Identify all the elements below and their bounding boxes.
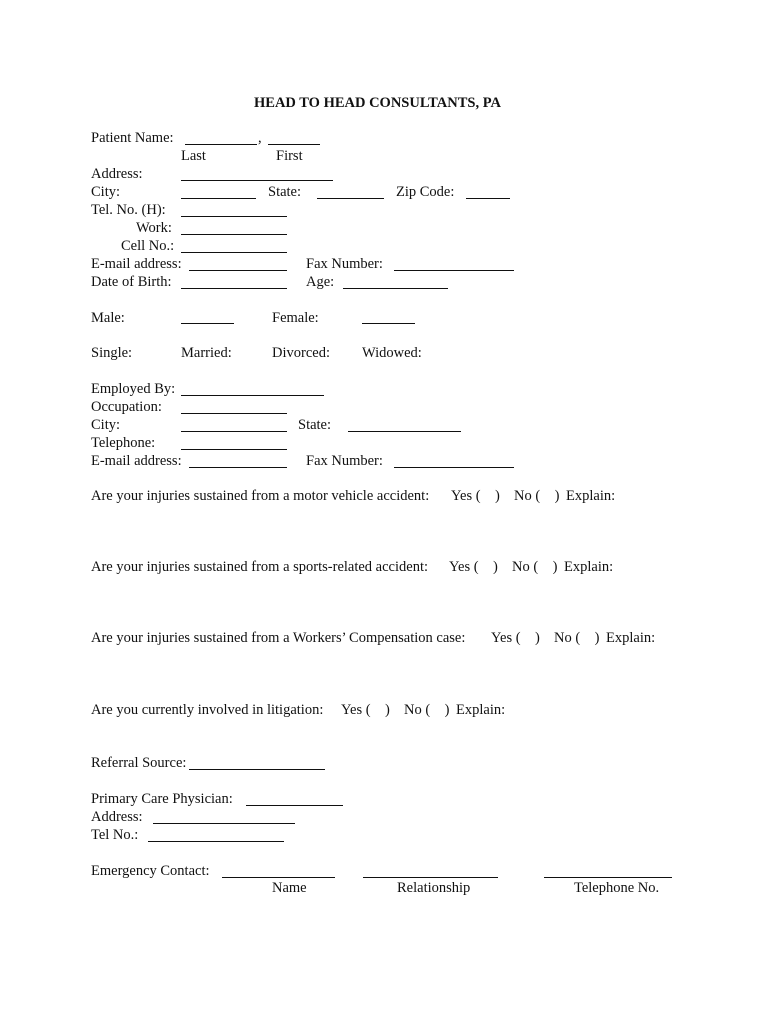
employer-state-field[interactable]: [348, 431, 461, 432]
female-label: Female:: [272, 310, 319, 326]
motor-vehicle-explain-label: Explain:: [566, 488, 616, 504]
age-label: Age:: [306, 274, 335, 290]
cell-label: Cell No.:: [121, 238, 175, 254]
occupation-field[interactable]: [181, 413, 287, 414]
employed-by-field[interactable]: [181, 395, 324, 396]
dob-label: Date of Birth:: [91, 274, 172, 290]
zip-label: Zip Code:: [396, 184, 455, 200]
employer-fax-field[interactable]: [394, 467, 514, 468]
workers-comp-yes-checkbox[interactable]: Yes ( ): [491, 630, 540, 646]
email-label: E-mail address:: [91, 256, 182, 272]
fax-label: Fax Number:: [306, 256, 383, 272]
litigation-explain-label: Explain:: [456, 702, 506, 718]
state-label: State:: [268, 184, 302, 200]
cell-field[interactable]: [181, 252, 287, 253]
last-caption: Last: [181, 148, 206, 164]
patient-name-label: Patient Name:: [91, 130, 174, 146]
pcp-tel-field[interactable]: [148, 841, 284, 842]
question-motor-vehicle: Are your injuries sustained from a motor vehicle accident:: [91, 488, 430, 504]
tel-home-label: Tel. No. (H):: [91, 202, 166, 218]
emergency-name-field[interactable]: [222, 877, 335, 878]
emergency-telephone-field[interactable]: [544, 877, 672, 878]
married-option[interactable]: Married:: [181, 345, 232, 361]
form-title: HEAD TO HEAD CONSULTANTS, PA: [254, 95, 501, 111]
litigation-no-checkbox[interactable]: No ( ): [404, 702, 450, 718]
divorced-option[interactable]: Divorced:: [272, 345, 330, 361]
pcp-label: Primary Care Physician:: [91, 791, 233, 807]
email-field[interactable]: [189, 270, 287, 271]
motor-vehicle-no-checkbox[interactable]: No ( ): [514, 488, 560, 504]
state-field[interactable]: [317, 198, 384, 199]
last-name-field[interactable]: [185, 144, 257, 145]
sports-no-checkbox[interactable]: No ( ): [512, 559, 558, 575]
pcp-field[interactable]: [246, 805, 343, 806]
pcp-address-field[interactable]: [153, 823, 295, 824]
address-label: Address:: [91, 166, 143, 182]
male-label: Male:: [91, 310, 125, 326]
emergency-relationship-caption: Relationship: [397, 880, 471, 896]
pcp-address-label: Address:: [91, 809, 143, 825]
question-workers-compensation: Are your injuries sustained from a Workers’ Compensation case:: [91, 630, 466, 646]
motor-vehicle-yes-checkbox[interactable]: Yes ( ): [451, 488, 500, 504]
age-field[interactable]: [343, 288, 448, 289]
employer-telephone-field[interactable]: [181, 449, 287, 450]
employer-email-field[interactable]: [189, 467, 287, 468]
sports-explain-label: Explain:: [564, 559, 614, 575]
litigation-yes-checkbox[interactable]: Yes ( ): [341, 702, 390, 718]
question-sports-related: Are your injuries sustained from a sports-related accident:: [91, 559, 429, 575]
emergency-contact-label: Emergency Contact:: [91, 863, 210, 879]
workers-comp-explain-label: Explain:: [606, 630, 656, 646]
name-comma: ,: [258, 130, 262, 146]
fax-field[interactable]: [394, 270, 514, 271]
address-field[interactable]: [181, 180, 333, 181]
work-label: Work:: [136, 220, 172, 236]
employer-city-label: City:: [91, 417, 121, 433]
employer-state-label: State:: [298, 417, 332, 433]
zip-field[interactable]: [466, 198, 510, 199]
referral-source-field[interactable]: [189, 769, 325, 770]
tel-home-field[interactable]: [181, 216, 287, 217]
city-label: City:: [91, 184, 121, 200]
emergency-telephone-caption: Telephone No.: [574, 880, 660, 896]
sports-yes-checkbox[interactable]: Yes ( ): [449, 559, 498, 575]
pcp-tel-label: Tel No.:: [91, 827, 139, 843]
occupation-label: Occupation:: [91, 399, 162, 415]
employed-by-label: Employed By:: [91, 381, 176, 397]
emergency-name-caption: Name: [272, 880, 307, 896]
work-field[interactable]: [181, 234, 287, 235]
question-litigation: Are you currently involved in litigation:: [91, 702, 324, 718]
city-field[interactable]: [181, 198, 256, 199]
employer-fax-label: Fax Number:: [306, 453, 383, 469]
single-option[interactable]: Single:: [91, 345, 133, 361]
first-caption: First: [276, 148, 303, 164]
female-field[interactable]: [362, 323, 415, 324]
employer-city-field[interactable]: [181, 431, 287, 432]
referral-source-label: Referral Source:: [91, 755, 187, 771]
first-name-field[interactable]: [268, 144, 320, 145]
workers-comp-no-checkbox[interactable]: No ( ): [554, 630, 600, 646]
male-field[interactable]: [181, 323, 234, 324]
widowed-option[interactable]: Widowed:: [362, 345, 422, 361]
employer-telephone-label: Telephone:: [91, 435, 156, 451]
emergency-relationship-field[interactable]: [363, 877, 498, 878]
employer-email-label: E-mail address:: [91, 453, 182, 469]
dob-field[interactable]: [181, 288, 287, 289]
